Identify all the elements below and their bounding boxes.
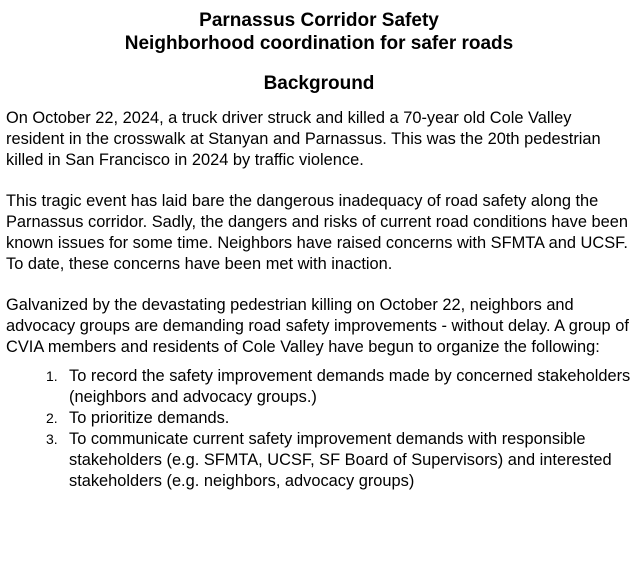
list-item-text: To communicate current safety improvement demands with responsible stakeholders (e.g. SFMTA, UCSF, SF Board of Supervisors) and interested stakeholders (e.g. neighbors, advocacy groups) — [69, 430, 612, 490]
document — [6, 9, 632, 492]
list-item — [6, 429, 632, 492]
list-item-number: 1. — [46, 368, 58, 384]
list-item — [6, 408, 632, 429]
list-item-text: To prioritize demands. — [69, 409, 230, 427]
paragraph-2: This tragic event has laid bare the dangerous inadequacy of road safety along the Parnassus corridor. Sadly, the dangers and risks of current road conditions have been known issues for some time. Neighbors have raised concerns with SFMTA and UCSF. To date, these concerns have been met with inaction. — [6, 192, 628, 273]
paragraph-1: On October 22, 2024, a truck driver struck and killed a 70-year old Cole Valley resident in the crosswalk at Stanyan and Parnassus. This was the 20th pedestrian killed in San Francisco in 2024 by traffic violence. — [6, 109, 601, 169]
document-title-line-1: Parnassus Corridor Safety — [199, 10, 439, 31]
document-title-line-2: Neighborhood coordination for safer roads — [124, 33, 514, 54]
list-item-text: To record the safety improvement demands made by concerned stakeholders (neighbors and advocacy groups.) — [69, 367, 631, 406]
list-item-number: 2. — [46, 410, 58, 426]
list-item — [6, 366, 632, 408]
organize-list — [6, 366, 632, 492]
section-heading: Background — [263, 73, 375, 94]
list-item-number: 3. — [46, 431, 58, 447]
paragraph-3: Galvanized by the devastating pedestrian killing on October 22, neighbors and advocacy groups are demanding road safety improvements - without delay. A group of CVIA members and residents of Cole Valley have begun to organize the following: — [6, 296, 629, 356]
